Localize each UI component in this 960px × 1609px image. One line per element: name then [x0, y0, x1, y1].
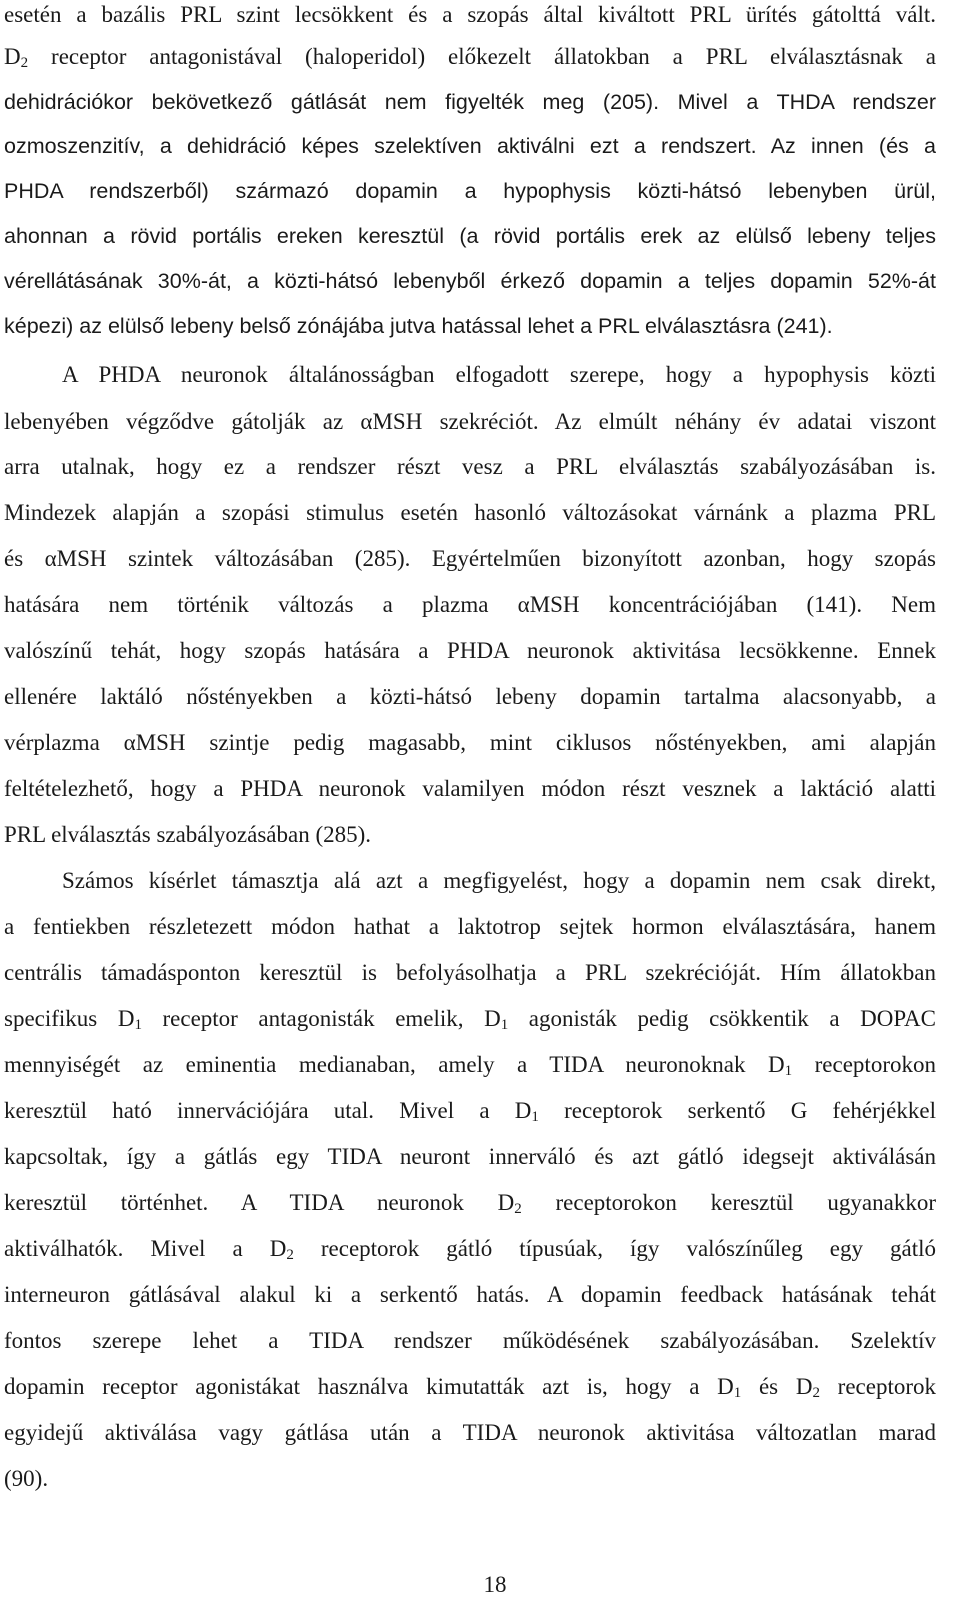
text-line: vérellátásának 30%-át, a közti-hátsó lebenyből érkező dopamin a teljes dopamin 52%-át — [4, 269, 936, 293]
text-line: aktiválhatók. Mivel a $D_2$ receptorok gátló típusúak, így valószínűleg egy gátló — [4, 1236, 936, 1263]
text-line: PRL elválasztás szabályozásában (285). — [4, 822, 372, 847]
text-line: kapcsoltak, így a gátlás egy TIDA neuront innerváló és azt gátló idegsejt aktiválásán — [4, 1144, 936, 1169]
paragraph-first-line: A PHDA neuronok általánosságban elfogadott szerepe, hogy a hypophysis közti — [62, 362, 936, 387]
text-line: vérplazma αMSH szintje pedig magasabb, mint ciklusos nőstényekben, ami alapján — [4, 730, 936, 755]
page-number: 18 — [483, 1572, 507, 1597]
text-line: ahonnan a rövid portális ereken keresztül (a rövid portális erek az elülső lebeny teljes — [4, 224, 936, 248]
text-line: esetén a bazális PRL szint lecsökkent és a szopás által kiváltott PRL ürítés gátolttá vált. — [4, 2, 936, 27]
text-line: és αMSH szintek változásában (285). Egyértelműen bizonyított azonban, hogy szopás — [4, 546, 936, 571]
text-line: arra utalnak, hogy ez a rendszer részt vesz a PRL elválasztás szabályozásában is. — [4, 454, 936, 479]
text-line: hatására nem történik változás a plazma αMSH koncentrációjában (141). Nem — [4, 592, 936, 617]
text-line: centrális támadásponton keresztül is befolyásolhatja a PRL szekrécióját. Hím állatokban — [4, 960, 936, 985]
text-line: dehidrációkor bekövetkező gátlását nem figyelték meg (205). Mivel a THDA rendszer — [4, 90, 936, 114]
text-line: ozmoszenzitív, a dehidráció képes szelektíven aktiválni ezt a rendszert. Az innen (és a — [4, 134, 936, 158]
text-line: keresztül történhet. A TIDA neuronok $D_2$ receptorokon keresztül ugyanakkor — [4, 1190, 936, 1217]
text-line: (90). — [4, 1466, 49, 1491]
text-line: egyidejű aktiválása vagy gátlása után a TIDA neuronok aktivitása változatlan marad — [4, 1420, 936, 1445]
text-line: interneuron gátlásával alakul ki a serkentő hatás. A dopamin feedback hatásának tehát — [4, 1282, 936, 1307]
paragraph-first-line: Számos kísérlet támasztja alá azt a megfigyelést, hogy a dopamin nem csak direkt, — [62, 868, 936, 893]
text-line: PHDA rendszerből) származó dopamin a hypophysis közti-hátsó lebenyben ürül, — [4, 179, 936, 203]
text-line: valószínű tehát, hogy szopás hatására a PHDA neuronok aktivitása lecsökkenne. Ennek — [4, 638, 936, 663]
text-line: ellenére laktáló nőstényekben a közti-hátsó lebeny dopamin tartalma alacsonyabb, a — [4, 684, 936, 709]
text-line: a fentiekben részletezett módon hathat a laktotrop sejtek hormon elválasztására, hanem — [4, 914, 936, 939]
text-line: dopamin receptor agonistákat használva kimutatták azt is, hogy a $D_1$ és $D_2$ receptorok — [4, 1374, 936, 1401]
text-line: feltételezhető, hogy a PHDA neuronok valamilyen módon részt vesznek a laktáció alatti — [4, 776, 936, 801]
text-line: Mindezek alapján a szopási stimulus esetén hasonló változásokat várnánk a plazma PRL — [4, 500, 936, 525]
text-line: $D_2$ receptor antagonistával (haloperidol) előkezelt állatokban a PRL elválasztásnak a — [4, 44, 936, 71]
text-line: lebenyében végződve gátolják az αMSH szekréciót. Az elmúlt néhány év adatai viszont — [4, 409, 936, 434]
text-line: keresztül ható innervációjára utal. Mivel a $D_1$ receptorok serkentő G fehérjékkel — [4, 1098, 936, 1125]
text-line: fontos szerepe lehet a TIDA rendszer működésének szabályozásában. Szelektív — [4, 1328, 936, 1353]
text-line: képezi) az elülső lebeny belső zónájába jutva hatással lehet a PRL elválasztásra (241). — [4, 314, 833, 338]
text-line: mennyiségét az eminentia medianaban, amely a TIDA neuronoknak $D_1$ receptorokon — [4, 1052, 936, 1079]
text-line: specifikus $D_1$ receptor antagonisták emelik, $D_1$ agonisták pedig csökkentik a DOPAC — [4, 1006, 936, 1033]
